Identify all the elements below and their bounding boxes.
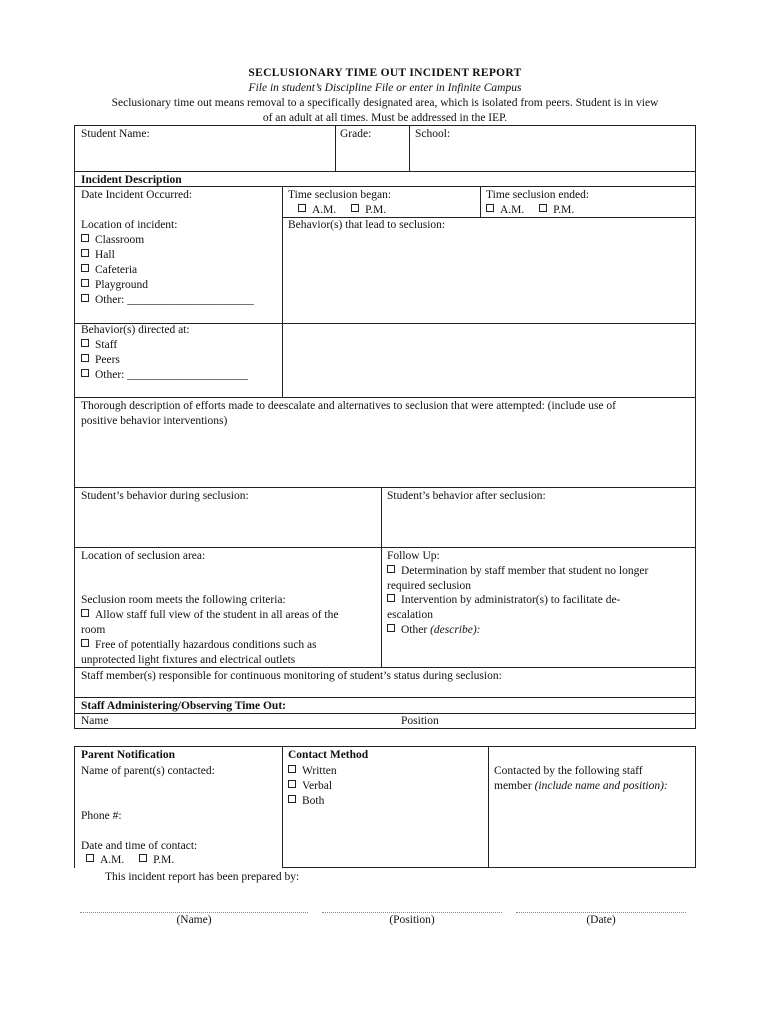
criteria-label: Seclusion room meets the following criteria:	[81, 594, 286, 606]
student-name-field[interactable]	[76, 143, 333, 169]
student-name-label: Student Name:	[81, 128, 150, 140]
checkbox-icon	[81, 609, 89, 617]
behavior-lead-field[interactable]	[284, 234, 694, 322]
criteria-option-hazard-free-cont: unprotected light fixtures and electrical outlets	[81, 654, 296, 666]
directed-option[interactable]: Staff	[81, 338, 248, 353]
incident-section-title: Incident Description	[81, 174, 182, 186]
checkbox-icon	[81, 249, 89, 257]
school-field[interactable]	[411, 143, 693, 169]
checkbox-icon	[288, 795, 296, 803]
contacted-by-member-label: member (include name and position):	[494, 780, 668, 792]
checkbox-icon	[387, 594, 395, 602]
ended-pm-checkbox[interactable]	[539, 204, 547, 212]
deescalate-field[interactable]	[76, 430, 694, 485]
ended-am-checkbox[interactable]	[486, 204, 494, 212]
signature-name-caption: (Name)	[176, 914, 212, 926]
behavior-after-label: Student’s behavior after seclusion:	[387, 490, 546, 502]
location-option[interactable]: Hall	[81, 248, 254, 263]
contact-pm-label: P.M.	[153, 854, 175, 866]
checkbox-icon	[81, 279, 89, 287]
monitoring-field[interactable]	[76, 684, 694, 696]
contact-am-label: A.M.	[100, 854, 125, 866]
checkbox-icon	[81, 294, 89, 302]
checkbox-icon	[288, 765, 296, 773]
behavior-during-label: Student’s behavior during seclusion:	[81, 490, 249, 502]
follow-up-option-determination[interactable]: Determination by staff member that student no longer	[387, 564, 648, 579]
contact-method-options	[288, 764, 337, 809]
follow-up-label: Follow Up:	[387, 550, 440, 562]
criteria-option-full-view[interactable]: Allow staff full view of the student in all areas of the	[81, 608, 338, 623]
behavior-lead-label: Behavior(s) that lead to seclusion:	[288, 219, 446, 231]
began-pm-label: P.M.	[365, 204, 387, 216]
school-label: School:	[415, 128, 451, 140]
began-am-checkbox[interactable]	[298, 204, 306, 212]
criteria-option-full-view-cont: room	[81, 624, 106, 636]
follow-up-option-determination-cont: required seclusion	[387, 580, 471, 592]
follow-up-option-intervention-cont: escalation	[387, 609, 433, 621]
location-option[interactable]: Other: ______________________	[81, 293, 254, 308]
location-option[interactable]: Playground	[81, 278, 254, 293]
checkbox-icon	[387, 565, 395, 573]
signature-position-caption: (Position)	[389, 914, 435, 926]
prepared-by-label: This incident report has been prepared by:	[105, 871, 300, 883]
checkbox-icon	[81, 264, 89, 272]
seclusion-location-label: Location of seclusion area:	[81, 550, 206, 562]
checkbox-icon	[81, 339, 89, 347]
definition-line-2: of an adult at all times. Must be addressed in the IEP.	[262, 112, 508, 124]
checkbox-icon	[288, 780, 296, 788]
grade-field[interactable]	[337, 143, 407, 169]
seclusion-began-label: Time seclusion began:	[288, 189, 392, 201]
grade-label: Grade:	[340, 128, 372, 140]
checkbox-icon	[81, 354, 89, 362]
monitoring-label: Staff member(s) responsible for continuous monitoring of student’s status during seclusion:	[81, 670, 502, 682]
location-incident-label: Location of incident:	[81, 219, 178, 231]
definition-line-1: Seclusionary time out means removal to a specifically designated area, which is isolated from peers. Student is in view	[111, 97, 659, 109]
checkbox-icon	[81, 639, 89, 647]
contact-am-checkbox[interactable]	[86, 854, 94, 862]
location-options	[81, 233, 254, 308]
contact-ampm	[86, 853, 174, 868]
ended-ampm	[486, 203, 574, 218]
criteria-option-hazard-free[interactable]: Free of potentially hazardous conditions such as	[81, 638, 317, 653]
follow-up-option-intervention[interactable]: Intervention by administrator(s) to facilitate de-	[387, 593, 620, 608]
staff-section-title: Staff Administering/Observing Time Out:	[81, 700, 286, 712]
seclusion-ended-label: Time seclusion ended:	[486, 189, 590, 201]
follow-up-option-other[interactable]: Other (describe):	[387, 623, 481, 638]
began-ampm	[298, 203, 386, 218]
directed-option[interactable]: Other: _____________________	[81, 368, 248, 383]
checkbox-icon	[81, 234, 89, 242]
contact-method-title: Contact Method	[288, 749, 369, 761]
signature-date-caption: (Date)	[586, 914, 616, 926]
began-am-label: A.M.	[312, 204, 337, 216]
behavior-directed-field[interactable]	[284, 325, 694, 395]
contact-method-option[interactable]: Written	[288, 764, 337, 779]
form-subtitle: File in student’s Discipline File or enter in Infinite Campus	[248, 82, 522, 94]
contact-date-label: Date and time of contact:	[81, 840, 198, 852]
deescalate-label-line-1: Thorough description of efforts made to deescalate and alternatives to seclusion that were attempted: (include use of	[81, 400, 616, 412]
location-option[interactable]: Cafeteria	[81, 263, 254, 278]
contact-method-option[interactable]: Both	[288, 794, 337, 809]
contact-method-option[interactable]: Verbal	[288, 779, 337, 794]
contact-pm-checkbox[interactable]	[139, 854, 147, 862]
checkbox-icon	[387, 624, 395, 632]
parent-name-label: Name of parent(s) contacted:	[81, 765, 215, 777]
behavior-directed-label: Behavior(s) directed at:	[81, 324, 190, 336]
staff-name-column: Name	[81, 715, 109, 727]
contacted-by-label: Contacted by the following staff	[494, 765, 643, 777]
directed-options	[81, 338, 248, 383]
phone-label: Phone #:	[81, 810, 122, 822]
behavior-after-field[interactable]	[383, 505, 694, 545]
deescalate-label-line-2: positive behavior interventions)	[81, 415, 228, 427]
form-title: SECLUSIONARY TIME OUT INCIDENT REPORT	[248, 67, 522, 79]
parent-notification-title: Parent Notification	[81, 749, 176, 761]
directed-option[interactable]: Peers	[81, 353, 248, 368]
behavior-during-field[interactable]	[76, 505, 379, 545]
staff-position-column: Position	[401, 715, 439, 727]
ended-pm-label: P.M.	[553, 204, 575, 216]
location-option[interactable]: Classroom	[81, 233, 254, 248]
began-pm-checkbox[interactable]	[351, 204, 359, 212]
checkbox-icon	[81, 369, 89, 377]
ended-am-label: A.M.	[500, 204, 525, 216]
contacted-by-field[interactable]	[490, 796, 693, 866]
date-incident-label: Date Incident Occurred:	[81, 189, 193, 201]
